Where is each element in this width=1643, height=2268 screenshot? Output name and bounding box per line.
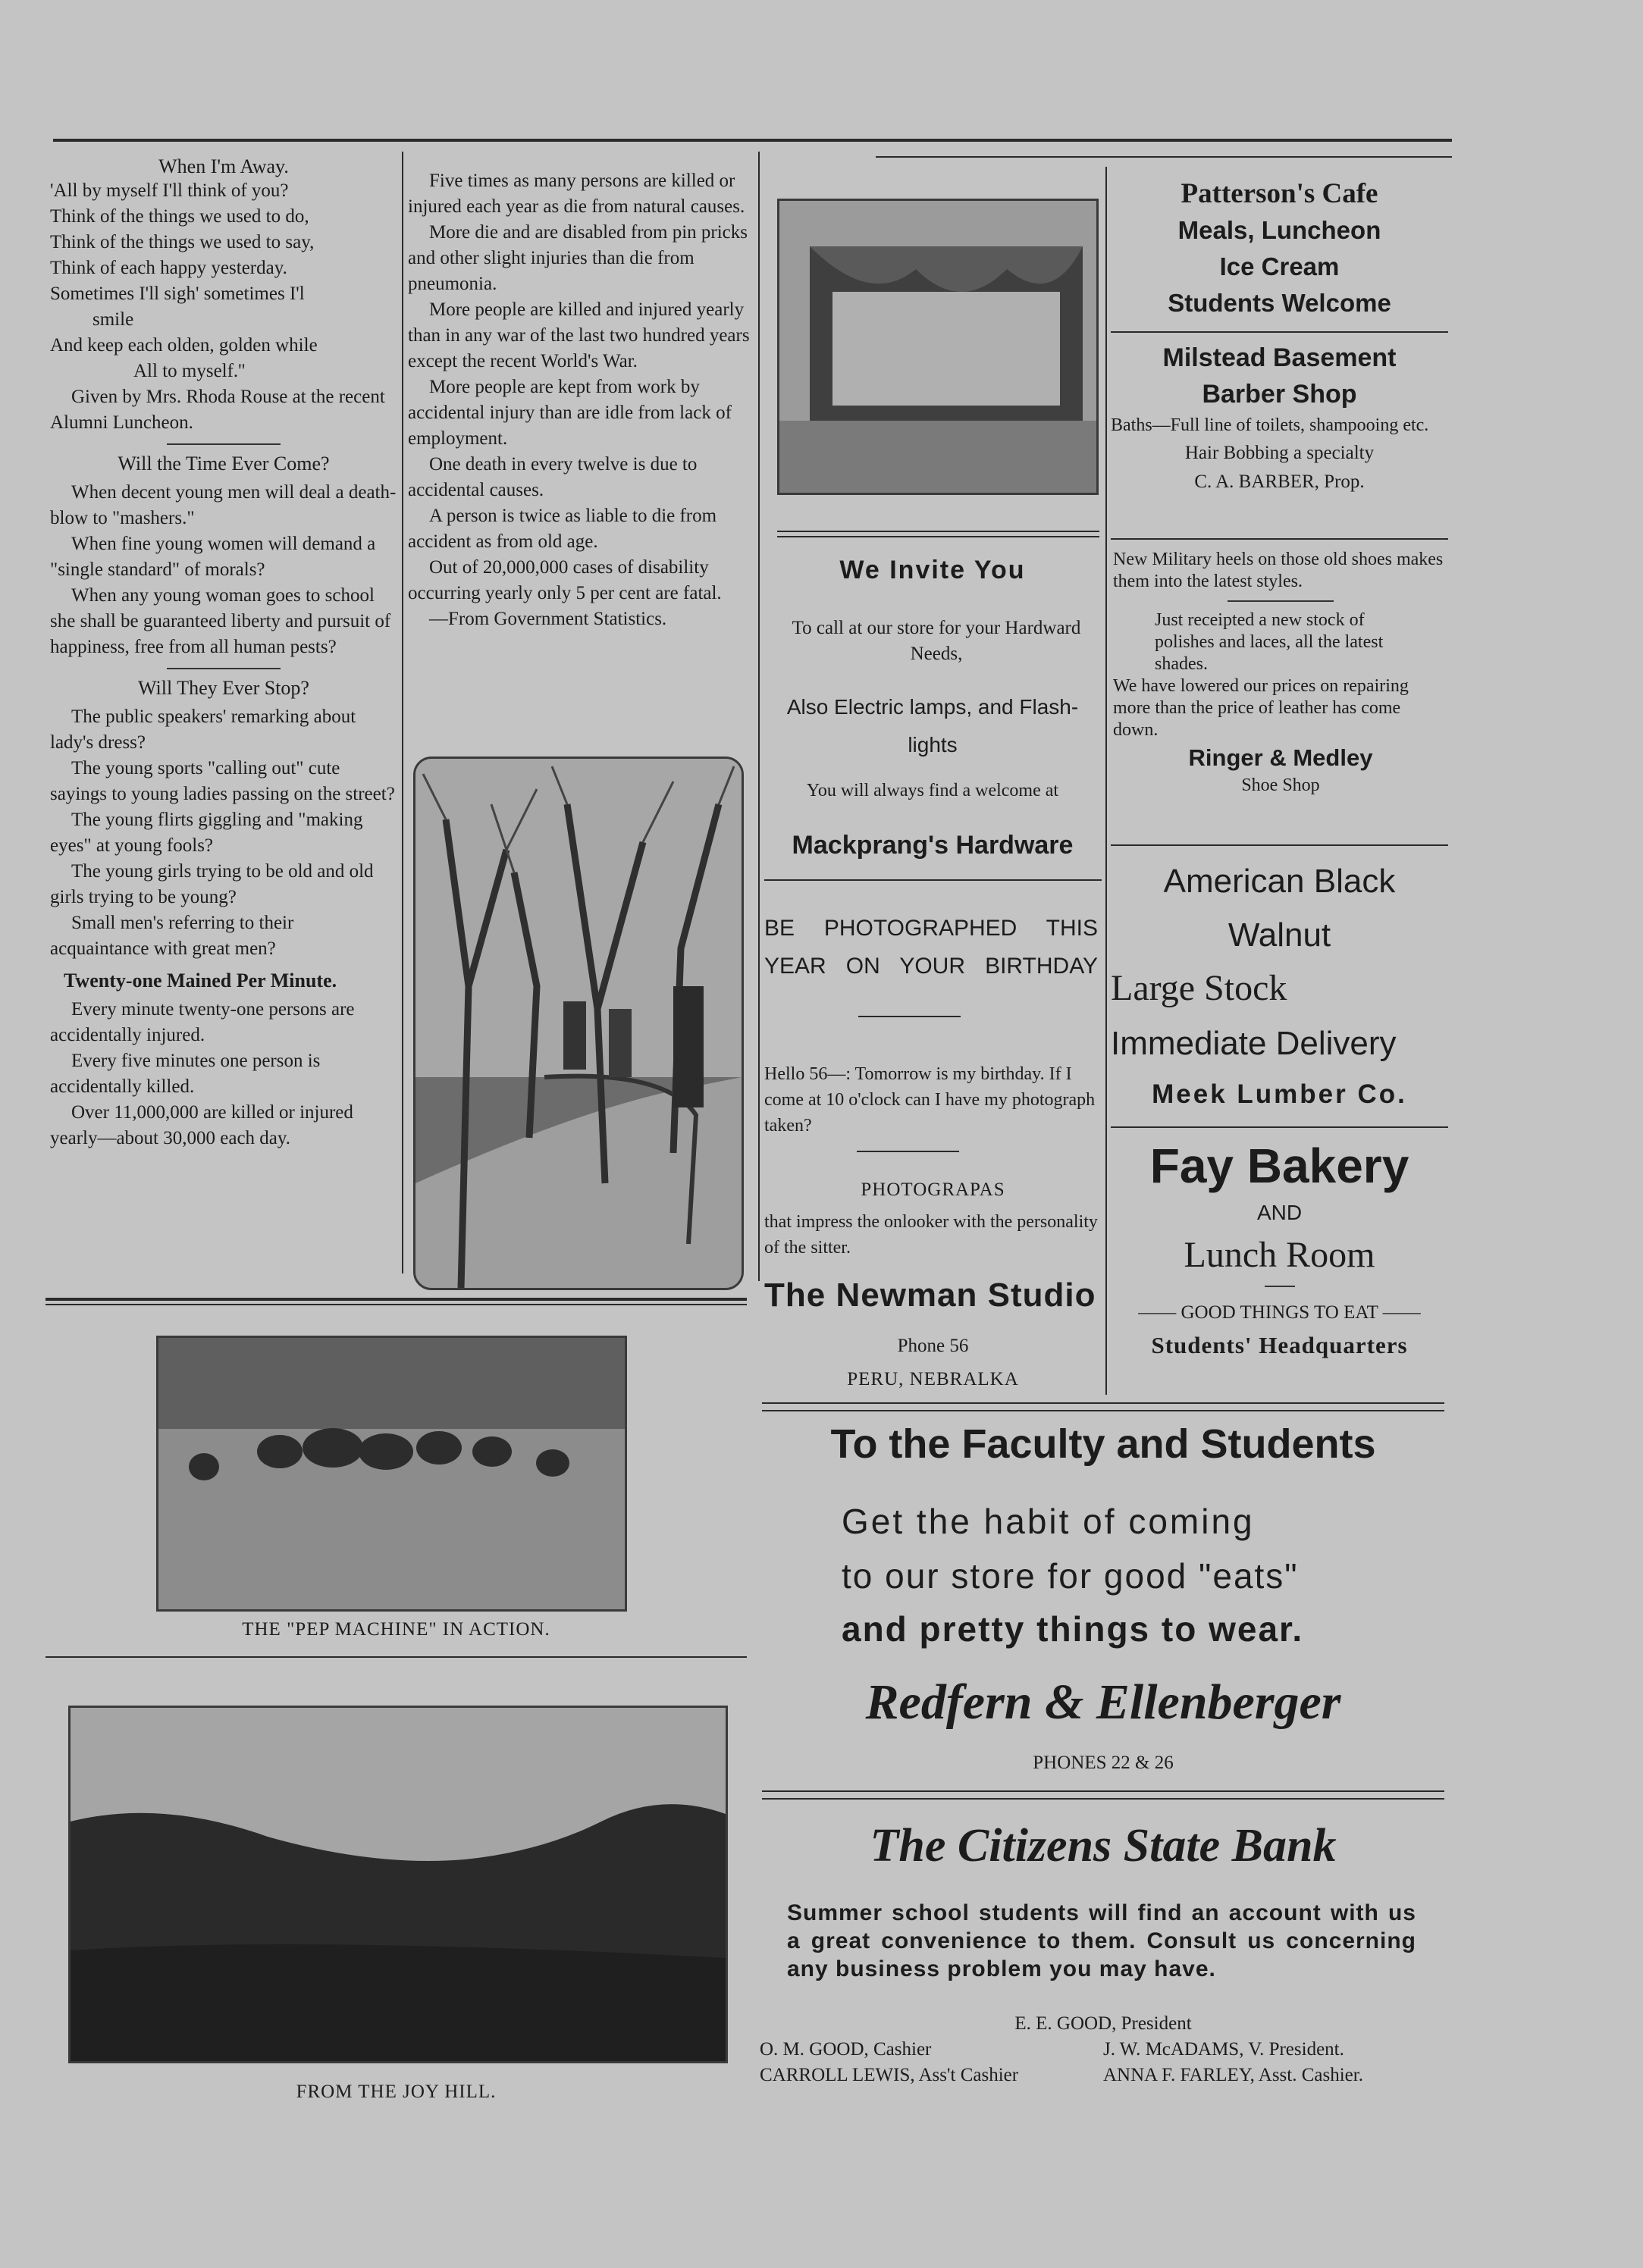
poem-line: Think of the things we used to say, [50, 232, 315, 252]
hill-caption: FROM THE JOY HILL. [296, 2082, 497, 2102]
paragraph: When any young woman goes to school she shall be guaranteed liberty and pursuit of happiness, free from all human pests? [50, 585, 391, 657]
rule [762, 1798, 1444, 1800]
paragraph: Every minute twenty-one persons are accidentally injured. [50, 999, 355, 1045]
cafe-name: Patterson's Cafe [1181, 178, 1378, 209]
rule [1111, 538, 1448, 540]
divider [167, 668, 281, 669]
rule [762, 1410, 1444, 1411]
paragraph: Small men's referring to their acquaintance with great men? [50, 913, 294, 959]
lumber-line: Immediate Delivery [1111, 1025, 1397, 1062]
bank-body: Summer school students will find an account with us a great convenience to them. Consult us concerning any business problem you may have. [787, 1900, 1416, 1981]
shoe-sub: Shoe Shop [1241, 775, 1320, 795]
lumber-ad [1111, 854, 1448, 1117]
poem-line: Sometimes I'll sigh' sometimes I'l [50, 284, 305, 304]
studio-headline: BE PHOTOGRAPHED THIS YEAR ON YOUR BIRTHDAY [764, 916, 1098, 979]
paragraph: The young girls trying to be old and old girls trying to be young? [50, 861, 374, 907]
bakery-lunch: Lunch Room [1184, 1235, 1375, 1275]
cafe-ad [1111, 176, 1448, 321]
poem-title: When I'm Away. [158, 155, 289, 177]
bakery-and: AND [1256, 1201, 1303, 1224]
rule [1111, 844, 1448, 846]
shoe-text: New Military heels on those old shoes makes them into the latest styles. [1113, 550, 1444, 591]
paragraph: Over 11,000,000 are killed or injured yearly—about 30,000 each day. [50, 1102, 353, 1148]
divider [167, 443, 281, 445]
football-photo [156, 1336, 627, 1612]
paragraph: More people are kept from work by accidental injury than are idle from lack of employment. [408, 377, 732, 449]
divider [1265, 1286, 1295, 1287]
left-bottom-rule [45, 1298, 747, 1301]
cafe-line: Meals, Luncheon [1177, 216, 1381, 244]
bank-name: The Citizens State Bank [870, 1820, 1337, 1872]
will-time-title: Will the Time Ever Come? [118, 453, 330, 475]
barber-name: Barber Shop [1202, 380, 1357, 409]
rule [762, 1790, 1444, 1792]
barber-ad [1111, 340, 1448, 496]
poem-line: smile [92, 309, 134, 330]
rule [762, 1402, 1444, 1404]
paragraph: A person is twice as liable to die from accident as from old age. [408, 506, 717, 552]
poem-line: Think of each happy yesterday. [50, 258, 287, 278]
cafe-line: Students Welcome [1168, 289, 1391, 317]
barber-specialty: Hair Bobbing a specialty [1184, 443, 1375, 463]
redfern-phones: PHONES 22 & 26 [1033, 1753, 1174, 1773]
redfern-line: and pretty things to wear. [842, 1609, 1304, 1649]
paragraph: The young flirts giggling and "making eyes" at young fools? [50, 810, 363, 856]
studio-place: PERU, NEBRALKA [847, 1369, 1019, 1389]
bank-vp: J. W. McADAMS, V. President. [1103, 2039, 1344, 2060]
studio-photographs: PHOTOGRAPAS [861, 1179, 1005, 1200]
paragraph: When fine young women will demand a "single standard" of morals? [50, 534, 376, 580]
bank-asst-cashier-2: ANNA F. FARLEY, Asst. Cashier. [1103, 2065, 1363, 2085]
lumber-line: American Black [1163, 863, 1396, 900]
studio-name: The Newman Studio [764, 1277, 1096, 1314]
bank-cashier: O. M. GOOD, Cashier [760, 2039, 932, 2060]
redfern-heading: To the Faculty and Students [830, 1421, 1376, 1467]
barber-services: Baths—Full line of toilets, shampooing etc. [1111, 415, 1429, 435]
bakery-hq: Students' Headquarters [1151, 1332, 1408, 1358]
photo-divider-rule [45, 1656, 747, 1658]
park-photo-image [415, 759, 742, 1288]
rule [1111, 331, 1448, 333]
column-rule-1 [402, 152, 403, 1273]
hardware-line1: To call at our store for your Hardward Needs, [792, 618, 1081, 664]
bank-president: E. E. GOOD, President [1014, 2013, 1192, 2034]
divider [1228, 600, 1334, 602]
rule [764, 879, 1102, 881]
paragraph: Five times as many persons are killed or injured each year as die from natural causes. [408, 171, 745, 217]
left-bottom-rule-thin [45, 1304, 747, 1305]
park-photo [413, 757, 744, 1290]
rule [858, 1016, 961, 1017]
shoe-text: Just receipted a new stock of polishes and laces, all the latest shades. [1155, 610, 1384, 674]
lumber-line: Walnut [1228, 916, 1331, 954]
studio-impress: that impress the onlooker with the personality of the sitter. [764, 1212, 1098, 1258]
column-rule-3 [1105, 167, 1107, 1395]
bakery-tag-text: GOOD THINGS TO EAT [1181, 1302, 1378, 1323]
column-2 [408, 168, 755, 632]
rule [1111, 1126, 1448, 1128]
stage-photo [777, 199, 1099, 495]
football-photo-image [158, 1338, 625, 1609]
hardware-line2: Also Electric lamps, and Flash-lights [786, 695, 1079, 757]
stage-photo-image [779, 201, 1096, 493]
rule [777, 536, 1099, 537]
source-credit: —From Government Statistics. [429, 609, 667, 629]
hill-photo-image [71, 1708, 726, 2061]
rule [857, 1151, 959, 1152]
shoe-text: We have lowered our prices on repairing more than the price of leather has come down. [1113, 676, 1409, 740]
paragraph: More people are killed and injured yearly than in any war of the last two hundred years except the recent World's War. [408, 299, 750, 371]
bakery-name: Fay Bakery [1149, 1139, 1409, 1193]
bakery-tag: —— GOOD THINGS TO EAT —— [1138, 1302, 1421, 1323]
hill-photo [68, 1706, 728, 2063]
will-stop-title: Will They Ever Stop? [138, 677, 309, 699]
lumber-name: Meek Lumber Co. [1152, 1079, 1407, 1109]
poem-line: 'All by myself I'll think of you? [50, 180, 289, 201]
hardware-title: We Invite You [839, 556, 1026, 584]
paragraph: One death in every twelve is due to accidental causes. [408, 454, 698, 500]
poem-line: All to myself.'' [133, 361, 246, 381]
paragraph: More die and are disabled from pin pricks and other slight injuries than die from pneumonia. [408, 222, 748, 294]
hardware-name: Mackprang's Hardware [792, 831, 1074, 860]
studio-phone: Phone 56 [897, 1336, 969, 1356]
paragraph: The public speakers' remarking about lady's dress? [50, 706, 356, 753]
shoe-name: Ringer & Medley [1188, 744, 1373, 771]
redfern-name: Redfern & Ellenberger [865, 1674, 1341, 1730]
column-1 [50, 155, 397, 1151]
barber-prop: C. A. BARBER, Prop. [1194, 471, 1365, 492]
hardware-line3: You will always find a welcome at [806, 781, 1059, 800]
top-rule [53, 139, 1452, 142]
cafe-line: Ice Cream [1219, 252, 1340, 280]
bakery-ad [1111, 1136, 1448, 1363]
studio-dialogue: Hello 56—: Tomorrow is my birthday. If I come at 10 o'clock can I have my photograph taken? [764, 1064, 1096, 1136]
paragraph: The young sports "calling out" cute sayings to young ladies passing on the street? [50, 758, 395, 804]
poem-credit: Given by Mrs. Rhoda Rouse at the recent Alumni Luncheon. [50, 387, 385, 433]
column-rule-2 [758, 152, 760, 1281]
redfern-line: to our store for good "eats" [842, 1556, 1299, 1596]
twenty-one-title: Twenty-one Mained Per Minute. [64, 970, 337, 991]
top-rule-thin [876, 156, 1452, 158]
rule [777, 531, 1099, 532]
paragraph: When decent young men will deal a death-blow to "mashers." [50, 482, 397, 528]
paragraph: Out of 20,000,000 cases of disability occurring yearly only 5 per cent are fatal. [408, 557, 722, 603]
poem-line: And keep each olden, golden while [50, 335, 318, 356]
shoe-ad [1113, 549, 1448, 797]
bank-asst-cashier: CARROLL LEWIS, Ass't Cashier [760, 2065, 1019, 2085]
football-caption: THE "PEP MACHINE" IN ACTION. [242, 1619, 550, 1640]
barber-name: Milstead Basement [1162, 343, 1397, 372]
redfern-line: Get the habit of coming [842, 1502, 1255, 1541]
poem-line: Think of the things we used to do, [50, 206, 309, 227]
lumber-line: Large Stock [1111, 968, 1287, 1008]
paragraph: Every five minutes one person is accidentally killed. [50, 1051, 321, 1097]
